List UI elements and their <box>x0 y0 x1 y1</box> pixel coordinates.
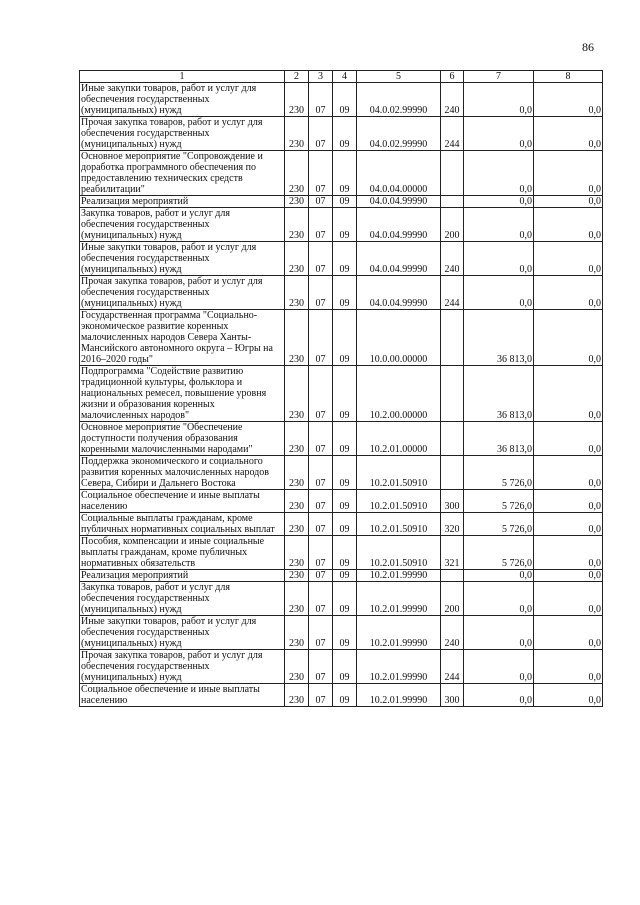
row-amount-cell: 5 726,0 <box>464 490 534 513</box>
row-section-cell: 07 <box>309 582 333 616</box>
table-header-row <box>80 71 603 83</box>
table-row <box>80 513 603 536</box>
row-amount-cell: 0,0 <box>534 490 603 513</box>
row-name-cell: Социальное обеспечение и иные выплаты населению <box>80 684 285 707</box>
row-code-cell: 230 <box>285 83 309 117</box>
row-name-cell: Пособия, компенсации и иные социальные выплаты гражданам, кроме публичных нормативных обязательств <box>80 536 285 570</box>
table-row <box>80 366 603 422</box>
row-amount-cell: 0,0 <box>534 196 603 208</box>
row-subsection-cell: 09 <box>333 366 357 422</box>
row-subsection-cell: 09 <box>333 456 357 490</box>
row-code-cell: 230 <box>285 616 309 650</box>
row-subsection-cell: 09 <box>333 616 357 650</box>
row-name-cell: Основное мероприятие "Обеспечение доступности получения образования коренными малочисленными народами" <box>80 422 285 456</box>
row-name-cell: Основное мероприятие "Сопровождение и доработка программного обеспечения по предоставлению технических средств реабилитации" <box>80 151 285 196</box>
row-amount-cell: 0,0 <box>534 513 603 536</box>
row-amount-cell: 0,0 <box>534 242 603 276</box>
row-amount-cell: 36 813,0 <box>464 422 534 456</box>
row-name-cell: Иные закупки товаров, работ и услуг для обеспечения государственных (муниципальных) нужд <box>80 616 285 650</box>
row-section-cell: 07 <box>309 513 333 536</box>
row-target-article-cell: 10.2.01.99990 <box>357 684 441 707</box>
row-target-article-cell: 10.2.01.99990 <box>357 616 441 650</box>
row-name-cell: Государственная программа "Социально-экономическое развитие коренных малочисленных народов Севера Ханты-Мансийского автономного округа – Югры на 2016–2020 годы" <box>80 310 285 366</box>
row-expense-type-cell <box>441 422 464 456</box>
row-amount-cell: 5 726,0 <box>464 536 534 570</box>
row-code-cell: 230 <box>285 582 309 616</box>
row-expense-type-cell: 240 <box>441 616 464 650</box>
row-target-article-cell: 04.0.02.99990 <box>357 117 441 151</box>
row-section-cell: 07 <box>309 490 333 513</box>
row-section-cell: 07 <box>309 117 333 151</box>
budget-table <box>79 70 603 707</box>
row-target-article-cell: 10.2.00.00000 <box>357 366 441 422</box>
row-amount-cell: 0,0 <box>534 366 603 422</box>
row-code-cell: 230 <box>285 570 309 582</box>
row-name-cell: Поддержка экономического и социального развития коренных малочисленных народов Севера, Сибири и Дальнего Востока <box>80 456 285 490</box>
row-name-cell: Социальные выплаты гражданам, кроме публичных нормативных социальных выплат <box>80 513 285 536</box>
table-row <box>80 422 603 456</box>
row-code-cell: 230 <box>285 310 309 366</box>
header-cell: 6 <box>441 71 464 83</box>
row-amount-cell: 0,0 <box>534 684 603 707</box>
row-target-article-cell: 04.0.04.00000 <box>357 151 441 196</box>
row-section-cell: 07 <box>309 684 333 707</box>
row-name-cell: Прочая закупка товаров, работ и услуг для обеспечения государственных (муниципальных) нужд <box>80 117 285 151</box>
header-cell: 1 <box>80 71 285 83</box>
row-target-article-cell: 10.2.01.50910 <box>357 456 441 490</box>
row-amount-cell: 0,0 <box>464 276 534 310</box>
table-row <box>80 456 603 490</box>
row-amount-cell: 0,0 <box>534 208 603 242</box>
table-row <box>80 208 603 242</box>
row-subsection-cell: 09 <box>333 83 357 117</box>
table-row <box>80 242 603 276</box>
table-row <box>80 310 603 366</box>
row-expense-type-cell: 320 <box>441 513 464 536</box>
row-amount-cell: 0,0 <box>464 208 534 242</box>
row-section-cell: 07 <box>309 570 333 582</box>
table-row <box>80 570 603 582</box>
header-cell: 2 <box>285 71 309 83</box>
table-row <box>80 490 603 513</box>
row-amount-cell: 0,0 <box>464 684 534 707</box>
row-amount-cell: 0,0 <box>464 242 534 276</box>
row-target-article-cell: 04.0.04.99990 <box>357 196 441 208</box>
row-amount-cell: 0,0 <box>534 650 603 684</box>
row-amount-cell: 0,0 <box>534 310 603 366</box>
row-section-cell: 07 <box>309 208 333 242</box>
row-section-cell: 07 <box>309 310 333 366</box>
row-section-cell: 07 <box>309 151 333 196</box>
row-expense-type-cell <box>441 310 464 366</box>
row-amount-cell: 0,0 <box>534 616 603 650</box>
row-section-cell: 07 <box>309 366 333 422</box>
row-amount-cell: 0,0 <box>534 83 603 117</box>
row-section-cell: 07 <box>309 83 333 117</box>
row-code-cell: 230 <box>285 208 309 242</box>
row-name-cell: Иные закупки товаров, работ и услуг для обеспечения государственных (муниципальных) нужд <box>80 242 285 276</box>
row-name-cell: Закупка товаров, работ и услуг для обеспечения государственных (муниципальных) нужд <box>80 208 285 242</box>
row-expense-type-cell: 300 <box>441 490 464 513</box>
row-code-cell: 230 <box>285 684 309 707</box>
row-target-article-cell: 10.2.01.00000 <box>357 422 441 456</box>
row-target-article-cell: 04.0.02.99990 <box>357 83 441 117</box>
row-subsection-cell: 09 <box>333 117 357 151</box>
row-code-cell: 230 <box>285 513 309 536</box>
row-subsection-cell: 09 <box>333 151 357 196</box>
row-name-cell: Прочая закупка товаров, работ и услуг для обеспечения государственных (муниципальных) нужд <box>80 650 285 684</box>
header-cell: 4 <box>333 71 357 83</box>
row-amount-cell: 0,0 <box>534 456 603 490</box>
row-expense-type-cell <box>441 196 464 208</box>
row-expense-type-cell: 200 <box>441 582 464 616</box>
row-expense-type-cell: 240 <box>441 242 464 276</box>
row-name-cell: Социальное обеспечение и иные выплаты населению <box>80 490 285 513</box>
row-section-cell: 07 <box>309 196 333 208</box>
table-row <box>80 117 603 151</box>
table-row <box>80 276 603 310</box>
row-subsection-cell: 09 <box>333 196 357 208</box>
row-expense-type-cell <box>441 570 464 582</box>
table-row <box>80 684 603 707</box>
table-row <box>80 151 603 196</box>
row-target-article-cell: 10.2.01.99990 <box>357 650 441 684</box>
row-expense-type-cell: 240 <box>441 83 464 117</box>
row-name-cell: Прочая закупка товаров, работ и услуг для обеспечения государственных (муниципальных) нужд <box>80 276 285 310</box>
row-expense-type-cell <box>441 456 464 490</box>
row-name-cell: Закупка товаров, работ и услуг для обеспечения государственных (муниципальных) нужд <box>80 582 285 616</box>
row-amount-cell: 0,0 <box>464 570 534 582</box>
row-amount-cell: 0,0 <box>534 117 603 151</box>
row-code-cell: 230 <box>285 490 309 513</box>
row-subsection-cell: 09 <box>333 582 357 616</box>
row-code-cell: 230 <box>285 456 309 490</box>
row-code-cell: 230 <box>285 242 309 276</box>
page-number: 86 <box>582 40 594 54</box>
row-subsection-cell: 09 <box>333 513 357 536</box>
row-target-article-cell: 10.2.01.99990 <box>357 570 441 582</box>
row-target-article-cell: 10.2.01.50910 <box>357 490 441 513</box>
row-amount-cell: 0,0 <box>534 151 603 196</box>
row-expense-type-cell: 244 <box>441 117 464 151</box>
row-amount-cell: 0,0 <box>534 422 603 456</box>
row-section-cell: 07 <box>309 276 333 310</box>
row-subsection-cell: 09 <box>333 310 357 366</box>
row-subsection-cell: 09 <box>333 536 357 570</box>
row-expense-type-cell: 200 <box>441 208 464 242</box>
row-code-cell: 230 <box>285 422 309 456</box>
row-subsection-cell: 09 <box>333 570 357 582</box>
row-amount-cell: 0,0 <box>534 536 603 570</box>
row-amount-cell: 36 813,0 <box>464 310 534 366</box>
row-name-cell: Реализация мероприятий <box>80 570 285 582</box>
row-expense-type-cell: 244 <box>441 650 464 684</box>
row-target-article-cell: 04.0.04.99990 <box>357 276 441 310</box>
row-section-cell: 07 <box>309 616 333 650</box>
row-code-cell: 230 <box>285 650 309 684</box>
row-subsection-cell: 09 <box>333 422 357 456</box>
row-target-article-cell: 04.0.04.99990 <box>357 208 441 242</box>
row-amount-cell: 5 726,0 <box>464 456 534 490</box>
row-amount-cell: 0,0 <box>464 650 534 684</box>
row-name-cell: Реализация мероприятий <box>80 196 285 208</box>
row-name-cell: Подпрограмма "Содействие развитию традиционной культуры, фольклора и национальных ремесел, повышение уровня жизни и образования коренных малочисленных народов" <box>80 366 285 422</box>
row-section-cell: 07 <box>309 650 333 684</box>
row-amount-cell: 0,0 <box>464 117 534 151</box>
row-amount-cell: 0,0 <box>464 582 534 616</box>
row-subsection-cell: 09 <box>333 650 357 684</box>
row-target-article-cell: 10.2.01.50910 <box>357 513 441 536</box>
row-code-cell: 230 <box>285 117 309 151</box>
table-row <box>80 536 603 570</box>
row-subsection-cell: 09 <box>333 242 357 276</box>
row-amount-cell: 0,0 <box>534 276 603 310</box>
row-target-article-cell: 10.2.01.99990 <box>357 582 441 616</box>
row-amount-cell: 0,0 <box>534 582 603 616</box>
table-row <box>80 616 603 650</box>
row-amount-cell: 0,0 <box>534 570 603 582</box>
header-cell: 7 <box>464 71 534 83</box>
row-expense-type-cell: 244 <box>441 276 464 310</box>
table-row <box>80 650 603 684</box>
row-amount-cell: 5 726,0 <box>464 513 534 536</box>
row-amount-cell: 0,0 <box>464 83 534 117</box>
row-amount-cell: 0,0 <box>464 151 534 196</box>
row-name-cell: Иные закупки товаров, работ и услуг для обеспечения государственных (муниципальных) нужд <box>80 83 285 117</box>
row-section-cell: 07 <box>309 536 333 570</box>
row-code-cell: 230 <box>285 196 309 208</box>
row-expense-type-cell: 300 <box>441 684 464 707</box>
row-code-cell: 230 <box>285 366 309 422</box>
header-cell: 8 <box>534 71 603 83</box>
row-section-cell: 07 <box>309 456 333 490</box>
row-amount-cell: 36 813,0 <box>464 366 534 422</box>
row-subsection-cell: 09 <box>333 490 357 513</box>
table-row <box>80 196 603 208</box>
row-subsection-cell: 09 <box>333 276 357 310</box>
header-cell: 5 <box>357 71 441 83</box>
row-expense-type-cell: 321 <box>441 536 464 570</box>
row-expense-type-cell <box>441 151 464 196</box>
row-code-cell: 230 <box>285 276 309 310</box>
header-cell: 3 <box>309 71 333 83</box>
row-section-cell: 07 <box>309 422 333 456</box>
row-subsection-cell: 09 <box>333 684 357 707</box>
row-amount-cell: 0,0 <box>464 196 534 208</box>
row-target-article-cell: 04.0.04.99990 <box>357 242 441 276</box>
row-section-cell: 07 <box>309 242 333 276</box>
row-target-article-cell: 10.2.01.50910 <box>357 536 441 570</box>
row-amount-cell: 0,0 <box>464 616 534 650</box>
row-expense-type-cell <box>441 366 464 422</box>
table-row <box>80 83 603 117</box>
row-code-cell: 230 <box>285 536 309 570</box>
table-row <box>80 582 603 616</box>
row-code-cell: 230 <box>285 151 309 196</box>
row-subsection-cell: 09 <box>333 208 357 242</box>
row-target-article-cell: 10.0.00.00000 <box>357 310 441 366</box>
